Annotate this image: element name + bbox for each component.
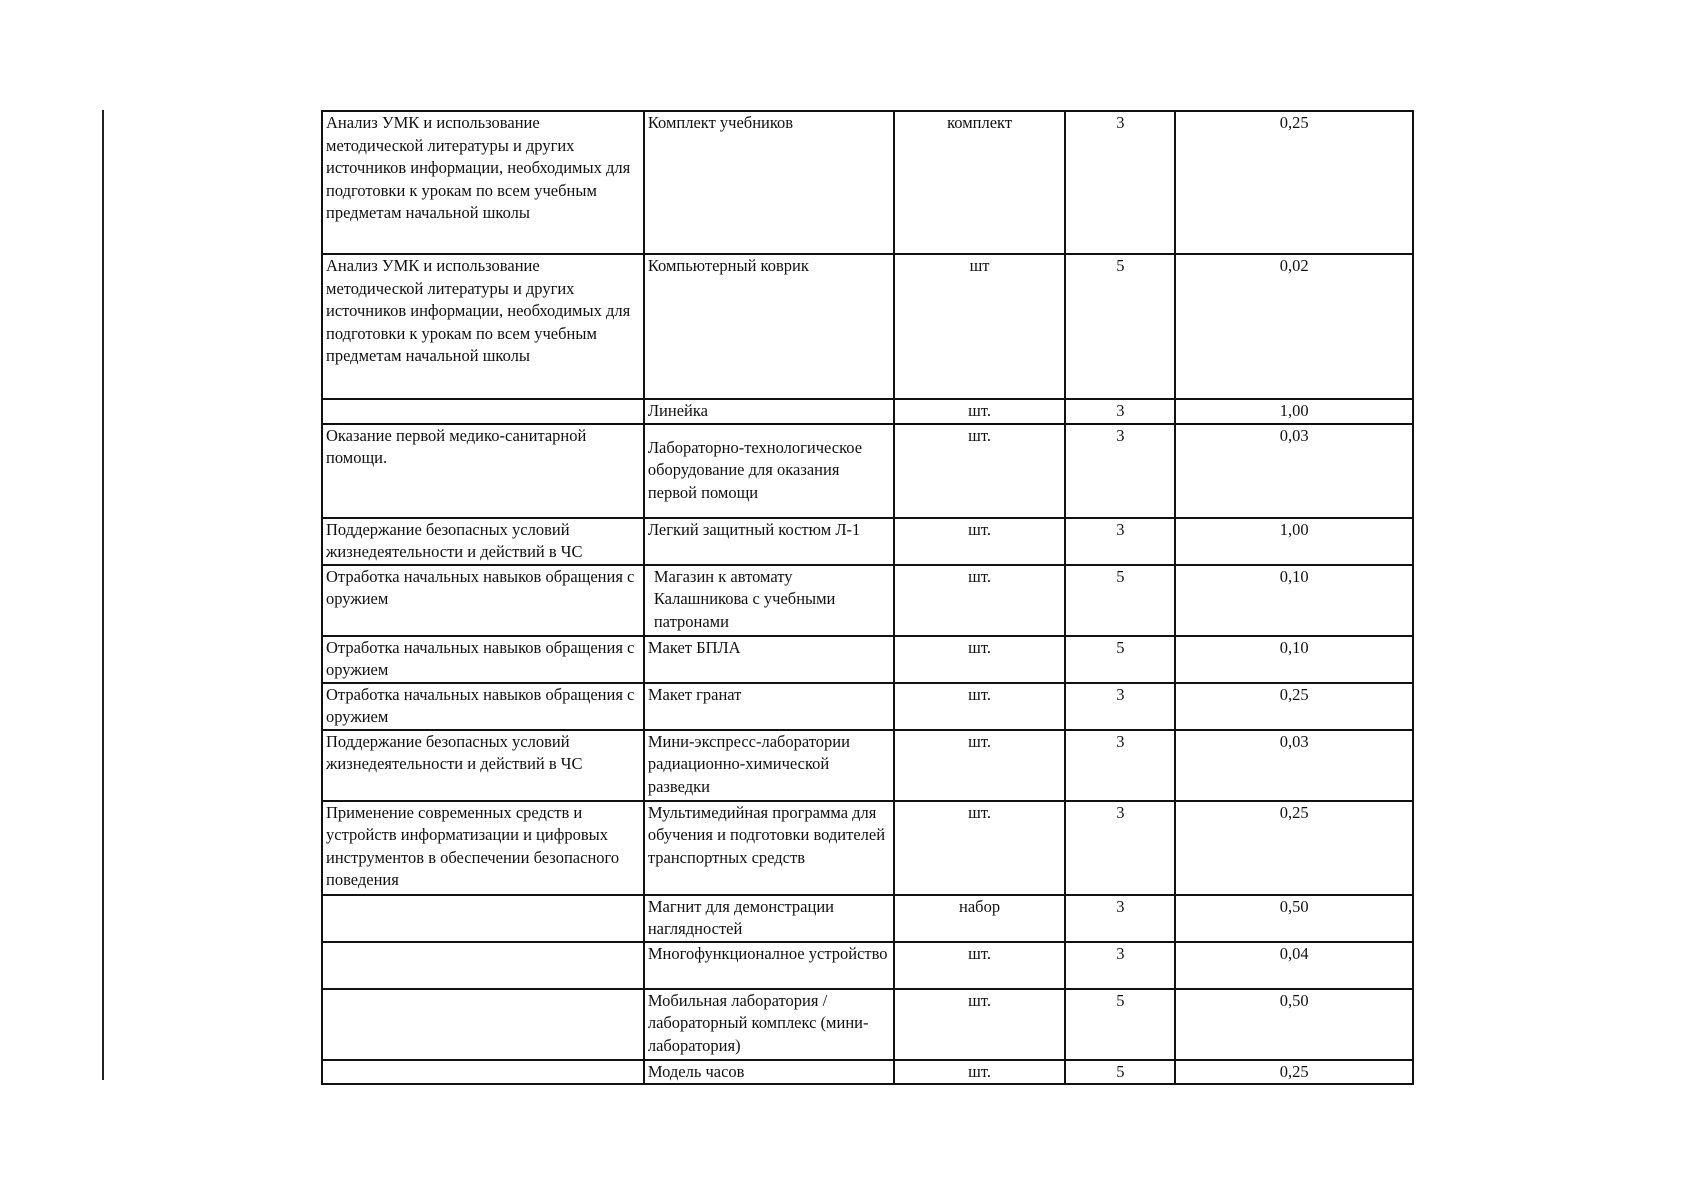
unit-cell: шт. xyxy=(894,801,1066,895)
term-cell: 3 xyxy=(1065,942,1175,989)
unit-cell: шт. xyxy=(894,730,1066,801)
unit-cell: шт. xyxy=(894,636,1066,683)
norm-cell: 0,10 xyxy=(1175,565,1413,636)
term-cell: 3 xyxy=(1065,399,1175,424)
item-cell: Модель часов xyxy=(644,1060,894,1085)
unit-cell: набор xyxy=(894,895,1066,942)
norm-cell: 0,50 xyxy=(1175,895,1413,942)
page-margin-line xyxy=(102,110,104,1080)
table-row xyxy=(322,565,1413,636)
activity-cell: Анализ УМК и использование методической литературы и других источников информации, необходимых для подготовки к урокам по всем учебным предметам начальной школы xyxy=(322,254,644,399)
norm-cell: 0,10 xyxy=(1175,636,1413,683)
table-row xyxy=(322,254,1413,399)
unit-cell: шт. xyxy=(894,565,1066,636)
activity-cell xyxy=(322,942,644,989)
activity-cell xyxy=(322,989,644,1060)
unit-cell: шт. xyxy=(894,424,1066,518)
item-cell: Комплект учебников xyxy=(644,111,894,254)
activity-cell: Отработка начальных навыков обращения с оружием xyxy=(322,683,644,730)
term-cell: 5 xyxy=(1065,636,1175,683)
unit-cell: шт. xyxy=(894,683,1066,730)
norm-cell: 1,00 xyxy=(1175,518,1413,565)
norm-cell: 1,00 xyxy=(1175,399,1413,424)
item-cell: Мини-экспресс-лаборатории радиационно-химической разведки xyxy=(644,730,894,801)
term-cell: 3 xyxy=(1065,801,1175,895)
unit-cell: шт. xyxy=(894,399,1066,424)
item-cell: Мультимедийная программа для обучения и подготовки водителей транспортных средств xyxy=(644,801,894,895)
table-row xyxy=(322,636,1413,683)
table-row xyxy=(322,895,1413,942)
table-row xyxy=(322,801,1413,895)
norm-cell: 0,25 xyxy=(1175,111,1413,254)
norm-cell: 0,25 xyxy=(1175,1060,1413,1085)
unit-cell: шт. xyxy=(894,942,1066,989)
item-cell: Макет гранат xyxy=(644,683,894,730)
term-cell: 3 xyxy=(1065,730,1175,801)
norm-cell: 0,25 xyxy=(1175,801,1413,895)
term-cell: 3 xyxy=(1065,111,1175,254)
term-cell: 5 xyxy=(1065,254,1175,399)
activity-cell: Поддержание безопасных условий жизнедеятельности и действий в ЧС xyxy=(322,518,644,565)
term-cell: 5 xyxy=(1065,1060,1175,1085)
term-cell: 3 xyxy=(1065,895,1175,942)
item-cell: Компьютерный коврик xyxy=(644,254,894,399)
activity-cell xyxy=(322,1060,644,1085)
unit-cell: шт. xyxy=(894,518,1066,565)
table-row xyxy=(322,399,1413,424)
equipment-table xyxy=(321,110,1414,1085)
unit-cell: комплект xyxy=(894,111,1066,254)
norm-cell: 0,04 xyxy=(1175,942,1413,989)
table-row xyxy=(322,1060,1413,1085)
term-cell: 3 xyxy=(1065,424,1175,518)
table-row xyxy=(322,683,1413,730)
item-cell: Линейка xyxy=(644,399,894,424)
term-cell: 5 xyxy=(1065,565,1175,636)
activity-cell: Анализ УМК и использование методической литературы и других источников информации, необходимых для подготовки к урокам по всем учебным предметам начальной школы xyxy=(322,111,644,254)
norm-cell: 0,03 xyxy=(1175,730,1413,801)
norm-cell: 0,25 xyxy=(1175,683,1413,730)
activity-cell: Отработка начальных навыков обращения с оружием xyxy=(322,636,644,683)
norm-cell: 0,02 xyxy=(1175,254,1413,399)
unit-cell: шт. xyxy=(894,989,1066,1060)
table-row xyxy=(322,518,1413,565)
term-cell: 3 xyxy=(1065,518,1175,565)
activity-cell xyxy=(322,895,644,942)
term-cell: 3 xyxy=(1065,683,1175,730)
item-cell: Мобильная лаборатория / лабораторный комплекс (мини-лаборатория) xyxy=(644,989,894,1060)
table-row xyxy=(322,942,1413,989)
table-row xyxy=(322,424,1413,518)
activity-cell: Оказание первой медико-санитарной помощи. xyxy=(322,424,644,518)
norm-cell: 0,03 xyxy=(1175,424,1413,518)
unit-cell: шт. xyxy=(894,1060,1066,1085)
item-cell: Легкий защитный костюм Л-1 xyxy=(644,518,894,565)
item-cell: Магазин к автомату Калашникова с учебными патронами xyxy=(644,565,894,636)
activity-cell xyxy=(322,399,644,424)
item-cell: Лабораторно-технологическое оборудование для оказания первой помощи xyxy=(644,424,894,518)
item-cell: Многофункционалное устройство xyxy=(644,942,894,989)
activity-cell: Применение современных средств и устройств информатизации и цифровых инструментов в обеспечении безопасного поведения xyxy=(322,801,644,895)
norm-cell: 0,50 xyxy=(1175,989,1413,1060)
item-cell: Макет БПЛА xyxy=(644,636,894,683)
item-cell: Магнит для демонстрации наглядностей xyxy=(644,895,894,942)
activity-cell: Поддержание безопасных условий жизнедеятельности и действий в ЧС xyxy=(322,730,644,801)
term-cell: 5 xyxy=(1065,989,1175,1060)
table-row xyxy=(322,730,1413,801)
activity-cell: Отработка начальных навыков обращения с оружием xyxy=(322,565,644,636)
table-row xyxy=(322,989,1413,1060)
table-row xyxy=(322,111,1413,254)
unit-cell: шт xyxy=(894,254,1066,399)
